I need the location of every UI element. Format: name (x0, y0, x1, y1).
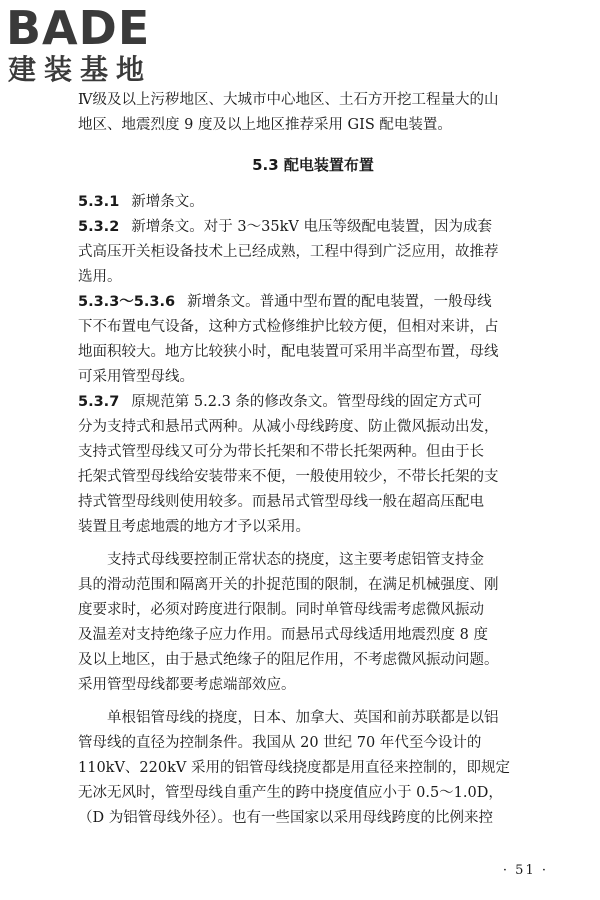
clause-5-3-2 (78, 215, 548, 240)
clause-text: 原规范第 5.2.3 条的修改条文。管型母线的固定方式可 (131, 394, 482, 410)
text-line: 下不布置电气设备，这种方式检修维护比较方便，但相对来讲，占 (78, 319, 499, 335)
bade-logo (6, 1, 176, 92)
text-line: 无冰无风时，管型母线自重产生的跨中挠度值应小于 0.5～1.0D， (78, 785, 503, 801)
clause-5-3-3 (78, 290, 548, 315)
page-number: · 51 · (502, 863, 548, 878)
clause-number: 5.3.3～5.3.6 (78, 294, 176, 310)
logo-wordmark: BADE (6, 1, 151, 55)
clause-text: 新增条文。普通中型布置的配电装置，一般母线 (187, 294, 492, 310)
text-line: 可采用管型母线。 (78, 369, 194, 385)
paragraph-start: 单根铝管母线的挠度，日本、加拿大、英国和前苏联都是以铝 (107, 710, 499, 726)
text-line: 支持式管型母线又可分为带长托架和不带长托架两种。但由于长 (78, 444, 484, 460)
text-line: 具的滑动范围和隔离开关的扑捉范围的限制，在满足机械强度、刚 (78, 577, 499, 593)
text-line: 110kV、220kV 采用的铝管母线挠度都是用直径来控制的，即规定 (78, 760, 510, 776)
text-line: Ⅳ级及以上污秽地区、大城市中心地区、土石方开挖工程量大的山 (78, 92, 499, 108)
clause-text: 新增条文。对于 3～35kV 电压等级配电装置，因为成套 (131, 219, 492, 235)
text-line: 式高压开关柜设备技术上已经成熟，工程中得到广泛应用，故推荐 (78, 244, 499, 260)
document-body (78, 88, 548, 831)
text-line: 分为支持式和悬吊式两种。从减小母线跨度、防止微风振动出发， (78, 419, 499, 435)
text-line: 地区、地震烈度 9 度及以上地区推荐采用 GIS 配电装置。 (78, 117, 452, 133)
text-line: （D 为铝管母线外径）。也有一些国家以采用母线跨度的比例来控 (78, 810, 493, 826)
logo-subtitle: 建装基地 (8, 53, 153, 86)
text-line: 持式管型母线则使用较多。而悬吊式管型母线一般在超高压配电 (78, 494, 484, 510)
text-line: 及以上地区，由于悬式绝缘子的阻尼作用，不考虑微风振动问题。 (78, 652, 499, 668)
text-line: 装置且考虑地震的地方才予以采用。 (78, 519, 310, 535)
text-line: 托架式管型母线给安装带来不便，一般使用较少，不带长托架的支 (78, 469, 499, 485)
text-line: 选用。 (78, 269, 122, 285)
text-line: 采用管型母线都要考虑端部效应。 (78, 677, 296, 693)
text-line: 度要求时，必须对跨度进行限制。同时单管母线需考虑微风振动 (78, 602, 484, 618)
clause-5-3-7 (78, 390, 548, 415)
clause-text: 新增条文。 (131, 194, 204, 210)
text-line: 地面积较大。地方比较狭小时，配电装置可采用半高型布置，母线 (78, 344, 499, 360)
clause-5-3-1 (78, 190, 548, 215)
section-title: 5.3 配电装置布置 (252, 156, 374, 174)
clause-number: 5.3.1 (78, 194, 120, 210)
clause-number: 5.3.7 (78, 394, 120, 410)
clause-number: 5.3.2 (78, 219, 120, 235)
text-line: 及温差对支持绝缘子应力作用。而悬吊式母线适用地震烈度 8 度 (78, 627, 488, 643)
text-line: 管母线的直径为控制条件。我国从 20 世纪 70 年代至今设计的 (78, 735, 482, 751)
paragraph-start: 支持式母线要控制正常状态的挠度，这主要考虑铝管支持金 (107, 552, 484, 568)
